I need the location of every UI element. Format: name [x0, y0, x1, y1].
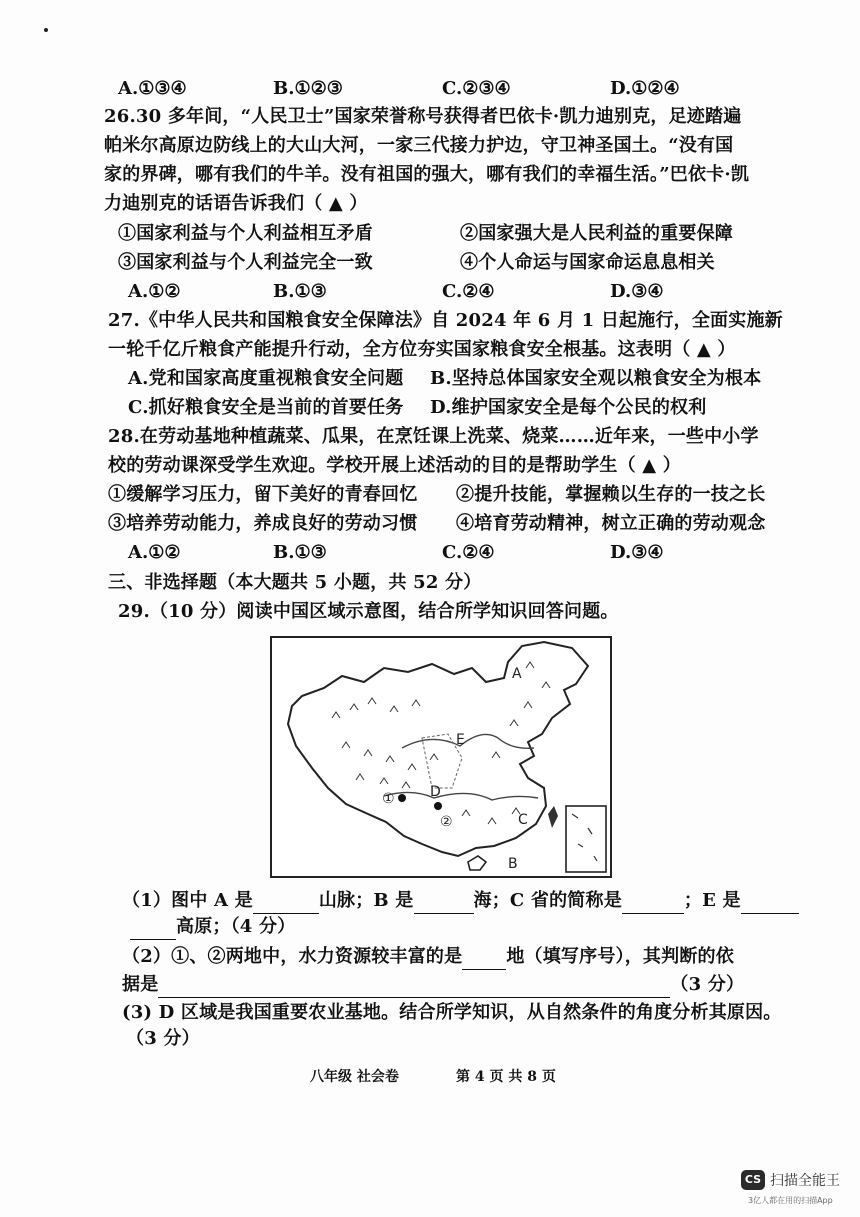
- answer-blank-a[interactable]: [253, 895, 319, 914]
- footer-page-number: 第 4 页 共 8 页: [456, 1069, 556, 1085]
- answer-blank-e[interactable]: [741, 895, 799, 914]
- q29-sub1-e: ；E 是: [683, 890, 741, 911]
- q26-option-b: B.①③: [273, 281, 327, 302]
- q29-sub1-mountain: 山脉；B 是: [318, 890, 414, 911]
- q26-option-a: A.①②: [128, 281, 181, 302]
- q26-option-d: D.③④: [610, 281, 664, 302]
- map-label-c: C: [518, 812, 528, 828]
- q28-line-1: 28.在劳动基地种植蔬菜、瓜果，在烹饪课上洗菜、烧菜……近年来，一些中小学: [108, 426, 759, 447]
- answer-blank-e-cont[interactable]: [130, 921, 176, 940]
- q25-option-c: C.②③④: [442, 78, 511, 99]
- q26-option-c: C.②④: [442, 281, 495, 302]
- q27-option-c: C.抓好粮食安全是当前的首要任务: [128, 397, 404, 418]
- south-china-sea-inset: [566, 806, 606, 872]
- q26-statement-1: ①国家利益与个人利益相互矛盾: [118, 223, 373, 244]
- map-label-1: ①: [382, 791, 395, 807]
- q26-statement-2: ②国家强大是人民利益的重要保障: [460, 223, 733, 244]
- answer-blank-basis[interactable]: [158, 979, 670, 998]
- q29-intro: 29.（10 分）阅读中国区域示意图，结合所学知识回答问题。: [118, 601, 619, 622]
- q26-statement-4: ④个人命运与国家命运息息相关: [460, 252, 715, 273]
- q29-sub1-line1: [122, 888, 799, 914]
- q28-option-a: A.①②: [128, 542, 181, 563]
- q27-line-1: 27.《中华人民共和国粮食安全保障法》自 2024 年 6 月 1 日起施行，全面实施新: [108, 310, 783, 331]
- china-region-map: [270, 636, 612, 878]
- q29-sub2-mid: 地（填写序号），其判断的依: [506, 946, 734, 967]
- q28-statement-1: ①缓解学习压力，留下美好的青春回忆: [108, 484, 418, 505]
- q28-statement-4: ④培育劳动精神，树立正确的劳动观念: [456, 513, 766, 534]
- q26-line-2: 帕米尔高原边防线上的大山大河，一家三代接力护边，守卫神圣国土。“没有国: [104, 135, 734, 156]
- q27-option-b: B.坚持总体国家安全观以粮食安全为根本: [430, 368, 762, 389]
- q29-sub1-plateau: 高原；（4 分）: [176, 916, 296, 937]
- q25-option-a: A.①③④: [118, 78, 187, 99]
- map-label-2: ②: [440, 814, 453, 830]
- map-label-a: A: [512, 666, 522, 682]
- q29-sub1-prefix: （1）图中 A 是: [122, 890, 253, 911]
- q27-option-a: A.党和国家高度重视粮食安全问题: [128, 368, 404, 389]
- q28-option-d: D.③④: [610, 542, 664, 563]
- q29-sub2-score: （3 分）: [670, 974, 745, 995]
- map-label-e: E: [456, 732, 465, 748]
- q26-line-3: 家的界碑，哪有我们的牛羊。没有祖国的强大，哪有我们的幸福生活。”巴依卡·凯: [104, 164, 750, 185]
- q25-option-b: B.①②③: [273, 78, 343, 99]
- q28-option-c: C.②④: [442, 542, 495, 563]
- answer-blank-site[interactable]: [462, 951, 506, 970]
- answer-blank-b[interactable]: [414, 895, 474, 914]
- section-3-title: 三、非选择题（本大题共 5 小题，共 52 分）: [108, 572, 482, 593]
- answer-blank-c[interactable]: [622, 895, 684, 914]
- q28-option-b: B.①③: [273, 542, 327, 563]
- q29-sub2-basis: 据是: [122, 974, 159, 995]
- q26-statement-3: ③国家利益与个人利益完全一致: [118, 252, 373, 273]
- hainan-island: [468, 856, 486, 870]
- q26-line-1: 26.30 多年间，“人民卫士”国家荣誉称号获得者巴依卡·凯力迪别克，足迹踏遍: [104, 106, 742, 127]
- q27-line-2: 一轮千亿斤粮食产能提升行动，全方位夯实国家粮食安全根基。这表明（ ▲ ）: [108, 339, 736, 360]
- china-map-svg: [272, 638, 610, 876]
- taiwan-island: [548, 806, 558, 828]
- mountain-marks: [332, 662, 550, 824]
- q28-statement-2: ②提升技能，掌握赖以生存的一技之长: [456, 484, 766, 505]
- yangtze-river: [384, 792, 538, 800]
- q29-sub3-line2: （3 分）: [126, 1028, 200, 1049]
- q29-sub2-line1: [122, 944, 734, 970]
- camscanner-name: 扫描全能王: [770, 1173, 840, 1189]
- footer-grade: 八年级 社会卷: [310, 1069, 399, 1085]
- q25-option-d: D.①②④: [610, 78, 680, 99]
- q29-sub2-prefix: （2）①、②两地中，水力资源较丰富的是: [122, 946, 463, 967]
- q29-sub2-line2: [122, 972, 744, 998]
- camscanner-tagline: 3亿人都在用的扫描App: [748, 1196, 833, 1205]
- camscanner-logo-icon: CS: [741, 1170, 765, 1190]
- q26-line-4: 力迪别克的话语告诉我们（ ▲ ）: [104, 193, 368, 214]
- q29-sub3-line1: (3) D 区域是我国重要农业基地。结合所学知识，从自然条件的角度分析其原因。: [122, 1002, 782, 1023]
- q29-sub1-line2: [130, 914, 295, 940]
- map-label-d: D: [430, 784, 441, 800]
- point-d-marker: [434, 802, 442, 810]
- q29-sub1-sea: 海；C 省的简称是: [473, 890, 622, 911]
- china-outline: [288, 642, 588, 856]
- q28-statement-3: ③培养劳动能力，养成良好的劳动习惯: [108, 513, 418, 534]
- q27-option-d: D.维护国家安全是每个公民的权利: [430, 397, 707, 418]
- point-1-marker: [398, 794, 406, 802]
- yellow-river: [402, 734, 534, 748]
- map-label-b: B: [508, 856, 518, 872]
- scan-speck: [44, 28, 48, 32]
- q28-line-2: 校的劳动课深受学生欢迎。学校开展上述活动的目的是帮助学生（ ▲ ）: [108, 455, 681, 476]
